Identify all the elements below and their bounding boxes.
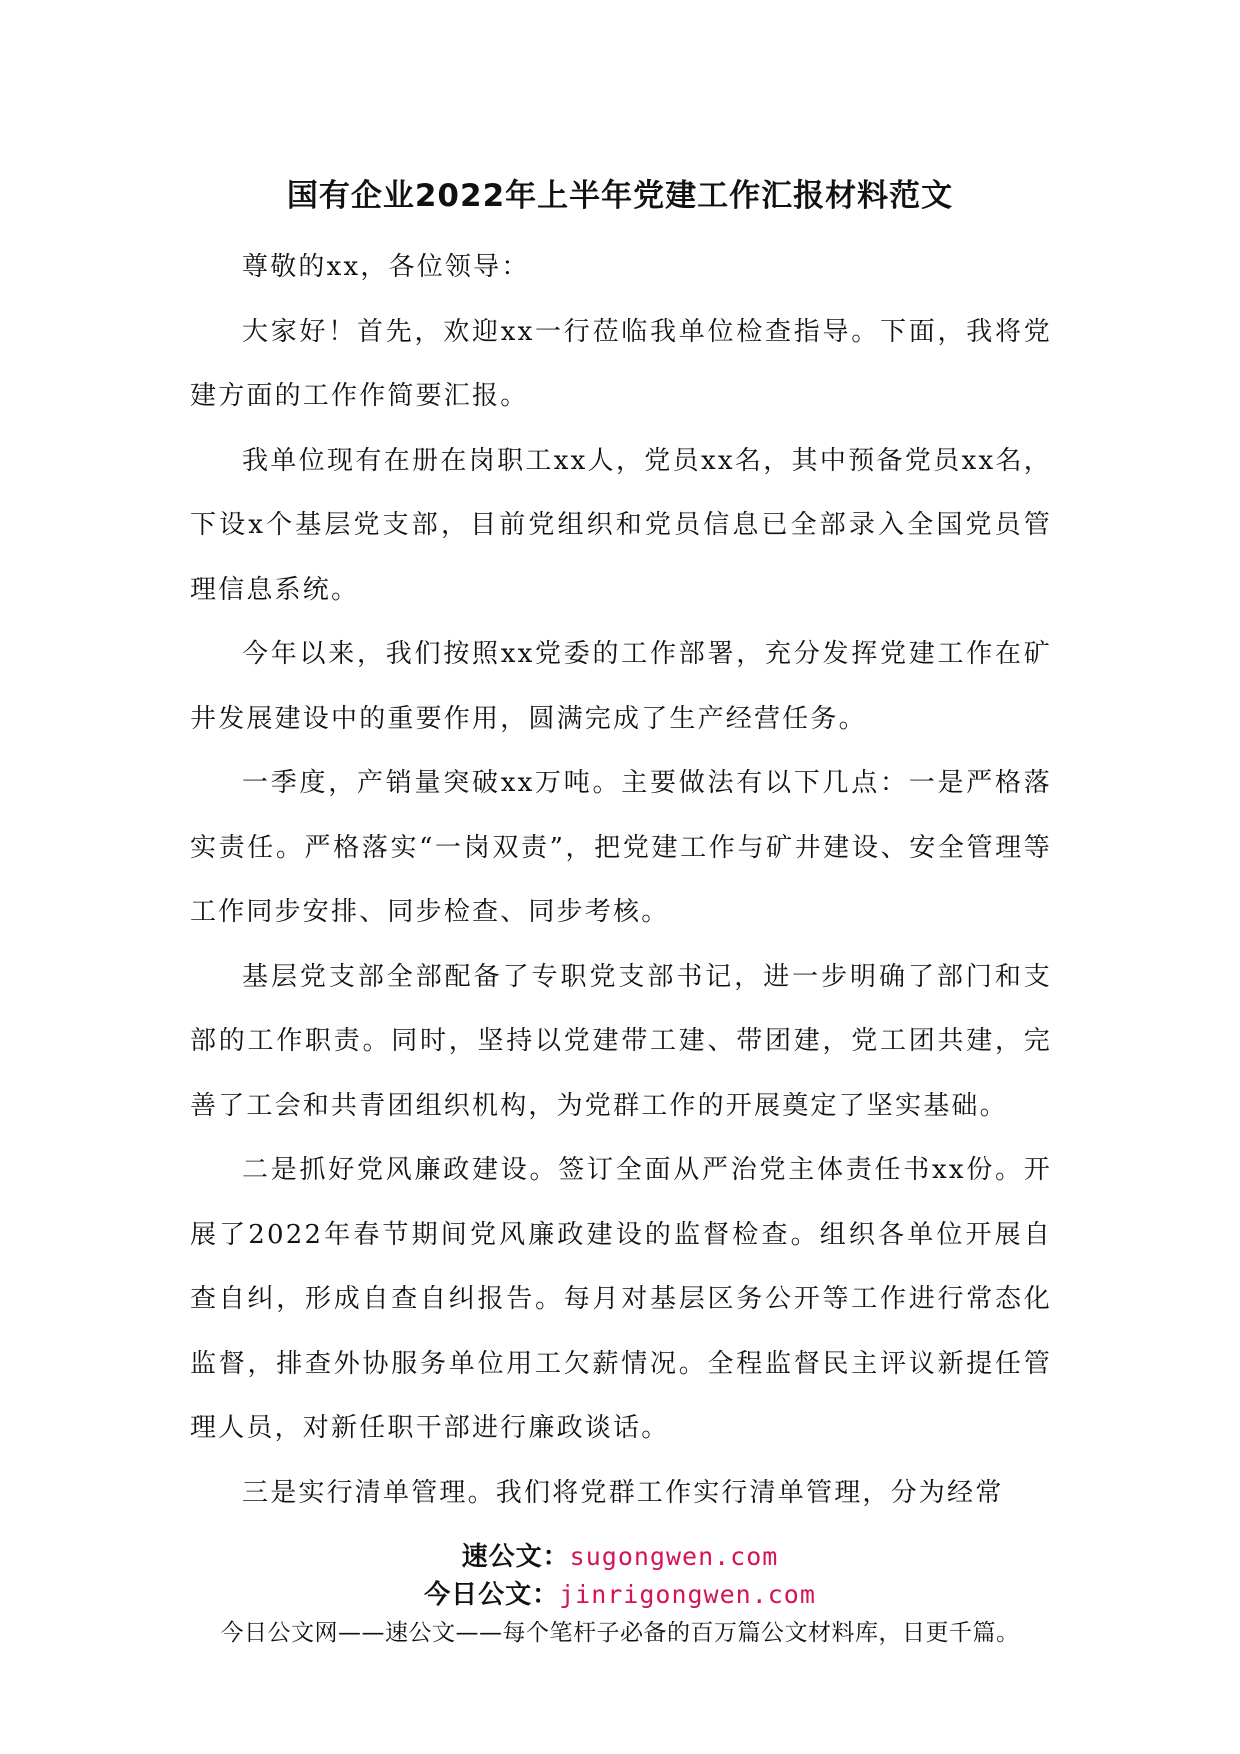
- footer-link-jinrigongwen[interactable]: jinrigongwen.com: [559, 1580, 816, 1609]
- paragraph-staff-overview: 我单位现有在册在岗职工xx人，党员xx名，其中预备党员xx名，下设x个基层党支部，目前党组织和党员信息已全部录入全国党员管理信息系统。: [190, 445, 1052, 605]
- paragraph-salutation: 尊敬的xx，各位领导：: [242, 252, 530, 282]
- paragraph-branch-setup: 基层党支部全部配备了专职党支部书记，进一步明确了部门和支部的工作职责。同时，坚持以党建带工建、带团建，党工团共建，完善了工会和共青团组织机构，为党群工作的开展奠定了坚实基础。: [190, 961, 1052, 1121]
- footer-label-sugongwen: 速公文：: [461, 1542, 570, 1572]
- footer-line-sugongwen: [0, 1538, 1240, 1576]
- paragraph-work-summary: 今年以来，我们按照xx党委的工作部署，充分发挥党建工作在矿井发展建设中的重要作用，圆满完成了生产经营任务。: [190, 639, 1052, 734]
- paragraph-greeting: 大家好！首先，欢迎xx一行莅临我单位检查指导。下面，我将党建方面的工作作简要汇报。: [190, 316, 1052, 411]
- footer-line-jinrigongwen: [0, 1576, 1240, 1614]
- document-title: 国有企业2022年上半年党建工作汇报材料范文: [286, 178, 954, 214]
- paragraph-second-point: 二是抓好党风廉政建设。签订全面从严治党主体责任书xx份。开展了2022年春节期间党风廉政建设的监督检查。组织各单位开展自查自纠，形成自查自纠报告。每月对基层区务公开等工作进行常态化监督，排查外协服务单位用工欠薪情况。全程监督民主评议新提任管理人员，对新任职干部进行廉政谈话。: [190, 1155, 1052, 1443]
- footer-label-jinrigongwen: 今日公文：: [424, 1580, 560, 1610]
- footer-link-sugongwen[interactable]: sugongwen.com: [569, 1542, 779, 1571]
- footer-watermark: [0, 1538, 1240, 1652]
- paragraph-first-point: 一季度，产销量突破xx万吨。主要做法有以下几点：一是严格落实责任。严格落实“一岗双责”，把党建工作与矿井建设、安全管理等工作同步安排、同步检查、同步考核。: [190, 768, 1052, 927]
- document-body: [190, 235, 1052, 1525]
- footer-slogan: 今日公文网——速公文——每个笔杆子必备的百万篇公文材料库，日更千篇。: [220, 1620, 1020, 1646]
- paragraph-third-point: 三是实行清单管理。我们将党群工作实行清单管理，分为经常: [242, 1477, 1004, 1508]
